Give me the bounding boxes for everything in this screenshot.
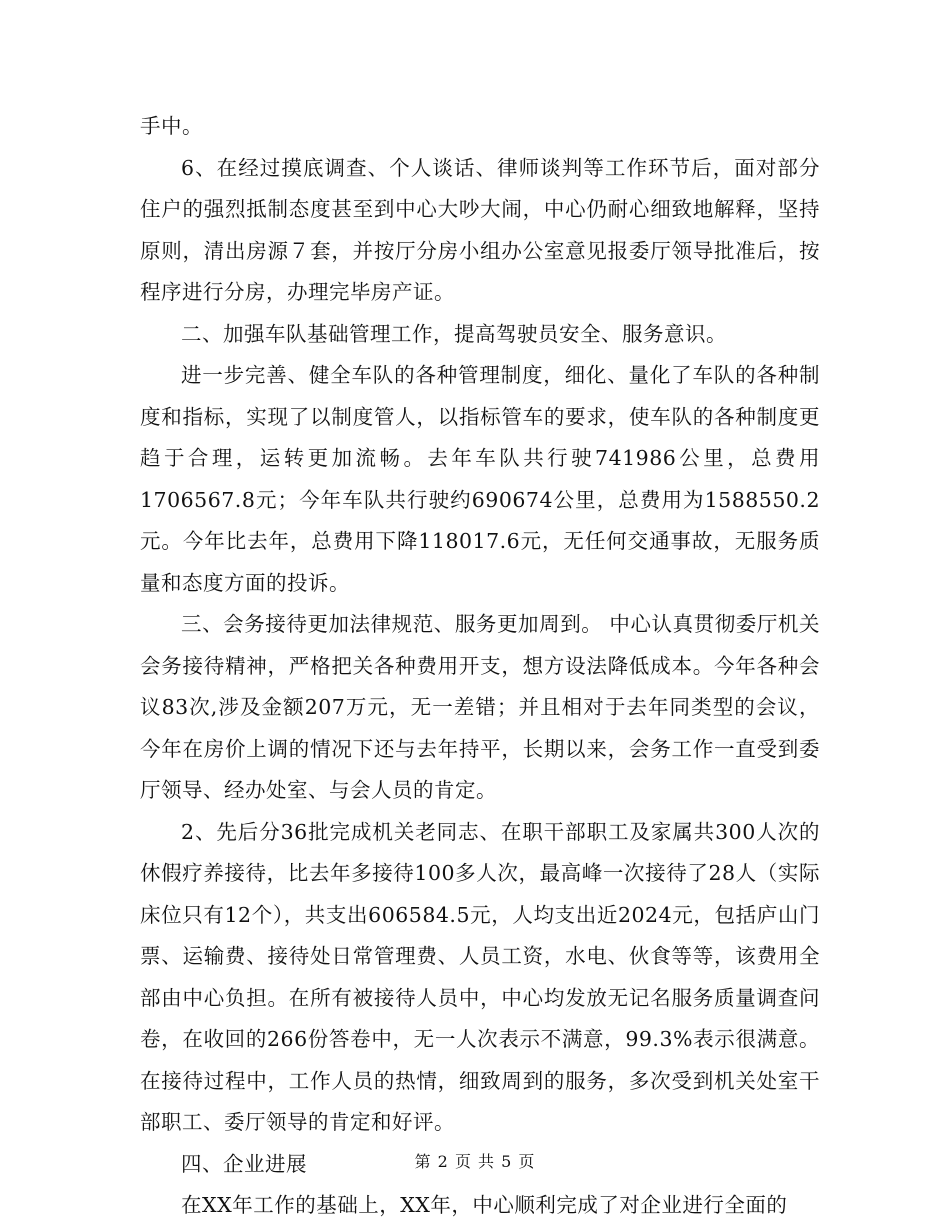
paragraph-6: 2、先后分36批完成机关老同志、在职干部职工及家属共300人次的休假疗养接待，比去年多接待100多人次，最高峰一次接待了28人（实际床位只有12个），共支出606584.5元，人均支出近2024元，包括庐山门票、运输费、接待处日常管理费、人员工资，水电、伙食等等，该费用全部由中心负担。在所有被接待人员中，中心均发放无记名服务质量调查问卷，在收回的266份答卷中，无一人次表示不满意，99.3%表示很满意。在接待过程中，工作人员的热情，细致周到的服务，多次受到机关处室干部职工、委厅领导的肯定和好评。	[140, 819, 820, 1134]
paragraph-8: 在XX年工作的基础上，XX年，中心顺利完成了对企业进行全面的	[181, 1193, 788, 1217]
document-body	[140, 106, 820, 1227]
paragraph-3: 二、加强车队基础管理工作，提高驾驶员安全、服务意识。	[181, 321, 727, 346]
page-number-footer: 第 2 页 共 5 页	[414, 1152, 536, 1171]
paragraph-1: 手中。	[140, 114, 203, 138]
paragraph-5: 三、会务接待更加法律规范、服务更加周到。 中心认真贯彻委厅机关会务接待精神，严格把关各种费用开支，想方设法降低成本。今年各种会议83次,涉及金额207万元，无一差错；并且相对于去年同类型的会议，今年在房价上调的情况下还与去年持平，长期以来，会务工作一直受到委厅领导、经办处室、与会人员的肯定。	[140, 612, 820, 802]
paragraph-4: 进一步完善、健全车队的各种管理制度，细化、量化了车队的各种制度和指标，实现了以制度管人，以指标管车的要求，使车队的各种制度更趋于合理，运转更加流畅。去年车队共行驶741986公里，总费用1706567.8元；今年车队共行驶约690674公里，总费用为1588550.2元。今年比去年，总费用下降118017.6元，无任何交通事故，无服务质量和态度方面的投诉。	[140, 363, 820, 595]
paragraph-2: 6、在经过摸底调查、个人谈话、律师谈判等工作环节后，面对部分住户的强烈抵制态度甚至到中心大吵大闹，中心仍耐心细致地解释，坚持原则，清出房源７套，并按厅分房小组办公室意见报委厅领导批准后，按程序进行分房，办理完毕房产证。	[140, 155, 820, 304]
paragraph-7: 四、企业进展	[181, 1151, 307, 1176]
